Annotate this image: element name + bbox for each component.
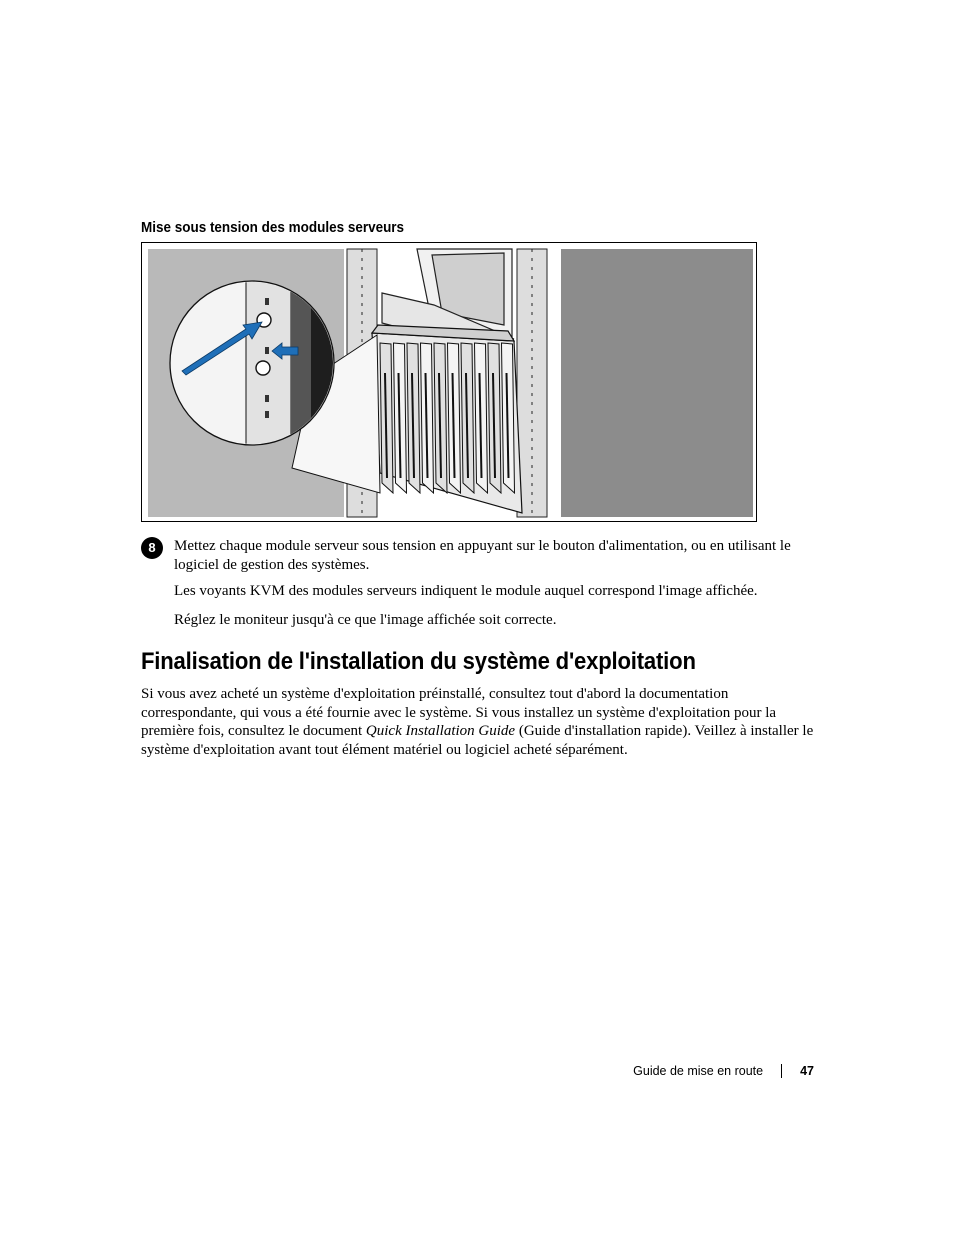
server-rack-illustration — [142, 243, 758, 523]
adjust-monitor-note: Réglez le moniteur jusqu'à ce que l'image affichée soit correcte. — [174, 612, 557, 628]
right-gray-panel — [561, 249, 753, 517]
section-body-part2: (Guide d'installation rapide). Veillez à installer le système d'exploitation avant tout élément matériel ou logiciel acheté séparément. — [141, 723, 814, 758]
step-instruction: Mettez chaque module serveur sous tension en appuyant sur le bouton d'alimentation, ou en utilisant le logiciel de gestion des systèmes. — [174, 538, 791, 573]
document-title-reference: Quick Installation Guide — [365, 723, 516, 739]
footer-separator — [781, 1064, 782, 1078]
figure-illustration — [141, 242, 757, 522]
figure-caption: Mise sous tension des modules serveurs — [141, 220, 405, 236]
page-footer — [560, 1062, 814, 1080]
page-number: 47 — [800, 1064, 814, 1078]
step-number-badge: 8 — [141, 537, 163, 559]
section-body-part1: Si vous avez acheté un système d'exploitation préinstallé, consultez tout d'abord la documentation correspondante, qui vous a été fournie avec le système. Si vous installez un système d'exploitation pour la première fois, consultez le document — [141, 686, 777, 739]
kvm-note: Les voyants KVM des modules serveurs indiquent le module auquel correspond l'image affichée. — [174, 583, 758, 599]
section-body — [141, 685, 821, 759]
section-title: Finalisation de l'installation du système d'exploitation — [141, 648, 696, 675]
footer-guide-title: Guide de mise en route — [633, 1064, 764, 1078]
